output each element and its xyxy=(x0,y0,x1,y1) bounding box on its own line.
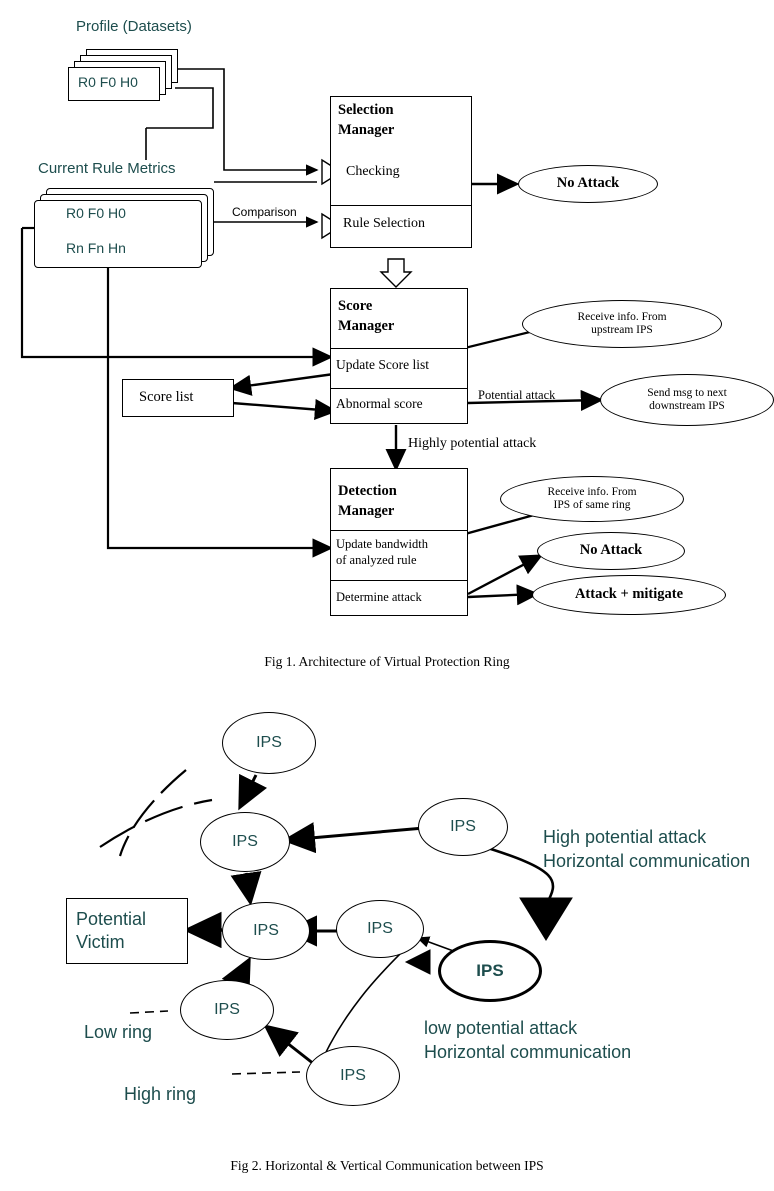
low-potential-line2: Horizontal communication xyxy=(424,1042,632,1063)
low-potential-line1: low potential attack xyxy=(424,1018,578,1038)
comparison-label: Comparison xyxy=(232,205,297,219)
receive-upstream-line1: Receive info. From xyxy=(577,311,667,324)
profile-card-text: R0 F0 H0 xyxy=(78,74,138,90)
checking-label: Checking xyxy=(346,164,400,179)
detection-manager-title-line1: Detection xyxy=(338,483,397,499)
ips-node-highlighted-label: IPS xyxy=(476,960,504,980)
potential-attack-label: Potential attack xyxy=(478,388,556,402)
potential-victim-line2: Victim xyxy=(76,932,125,953)
send-msg-label xyxy=(647,387,727,412)
score-manager-divider-bottom xyxy=(330,388,468,389)
ips-node-bottom-label: IPS xyxy=(340,1067,366,1085)
ips-node-upper-right xyxy=(418,798,508,856)
detection-manager-divider-bottom xyxy=(330,580,468,581)
receive-upstream-label xyxy=(577,311,666,336)
receive-same-ring-label xyxy=(547,486,636,511)
no-attack-label-2: No Attack xyxy=(579,542,643,559)
selection-manager-divider xyxy=(330,205,472,206)
attack-mitigate-ellipse xyxy=(532,575,726,615)
figure1-caption: Fig 1. Architecture of Virtual Protection Ring xyxy=(264,654,510,669)
ips-node-center xyxy=(222,902,310,960)
ips-node-upper-left-label: IPS xyxy=(232,833,258,851)
update-bandwidth-line1: Update bandwidth xyxy=(336,537,428,551)
score-list-label: Score list xyxy=(139,389,194,405)
ips-node-upper-right-label: IPS xyxy=(450,818,476,836)
ips-node-top xyxy=(222,712,316,774)
score-manager-title-line2: Manager xyxy=(338,318,395,334)
update-score-list-label: Update Score list xyxy=(336,357,429,372)
receive-same-ring-line1: Receive info. From xyxy=(547,486,637,499)
ips-node-top-label: IPS xyxy=(256,734,282,752)
send-msg-line1: Send msg to next xyxy=(647,387,727,400)
figure2-caption: Fig 2. Horizontal & Vertical Communication between IPS xyxy=(230,1158,544,1173)
update-bandwidth-line2: of analyzed rule xyxy=(336,552,417,567)
metrics-line-1: R0 F0 H0 xyxy=(66,205,126,221)
rule-selection-label: Rule Selection xyxy=(343,216,426,231)
send-msg-ellipse xyxy=(600,374,774,426)
ips-node-upper-left xyxy=(200,812,290,872)
no-attack-ellipse-1 xyxy=(518,165,658,203)
high-potential-line2: Horizontal communication xyxy=(543,851,751,872)
low-ring-label: Low ring xyxy=(84,1022,153,1042)
no-attack-label-1: No Attack xyxy=(556,175,620,192)
send-msg-line2: downstream IPS xyxy=(649,400,725,412)
no-attack-ellipse-2 xyxy=(537,532,685,570)
selection-manager-title-line2: Manager xyxy=(338,122,395,138)
current-rule-metrics-label: Current Rule Metrics xyxy=(38,160,176,177)
ips-node-center-right xyxy=(336,900,424,958)
score-manager-title-line1: Score xyxy=(338,298,373,314)
receive-upstream-line2: upstream IPS xyxy=(591,324,653,336)
detection-manager-divider-top xyxy=(330,530,468,531)
update-bandwidth-label xyxy=(336,537,428,568)
profile-datasets-label: Profile (Datasets) xyxy=(76,18,192,35)
selection-manager-title-line1: Selection xyxy=(338,102,394,118)
receive-same-ring-ellipse xyxy=(500,476,684,522)
ips-node-center-label: IPS xyxy=(253,922,279,940)
score-manager-divider-top xyxy=(330,348,468,349)
attack-mitigate-label: Attack + mitigate xyxy=(574,586,684,603)
high-ring-label: High ring xyxy=(124,1084,197,1104)
ips-node-bottom xyxy=(306,1046,400,1106)
receive-same-ring-line2: IPS of same ring xyxy=(553,499,631,511)
potential-victim-line1: Potential xyxy=(76,909,147,929)
metrics-line-2: Rn Fn Hn xyxy=(66,240,126,256)
ips-node-center-right-label: IPS xyxy=(367,920,393,938)
potential-victim-label xyxy=(76,908,146,955)
low-potential-attack-label xyxy=(424,1016,631,1065)
determine-attack-label: Determine attack xyxy=(336,590,422,604)
highly-potential-attack-label: Highly potential attack xyxy=(408,436,537,451)
ips-node-lower-left xyxy=(180,980,274,1040)
receive-upstream-ellipse xyxy=(522,300,722,348)
high-potential-attack-label xyxy=(543,825,750,874)
detection-manager-title-line2: Manager xyxy=(338,503,395,519)
ips-node-highlighted xyxy=(438,940,542,1002)
ips-node-lower-left-label: IPS xyxy=(214,1001,240,1019)
abnormal-score-label: Abnormal score xyxy=(336,396,423,411)
high-potential-line1: High potential attack xyxy=(543,827,707,847)
